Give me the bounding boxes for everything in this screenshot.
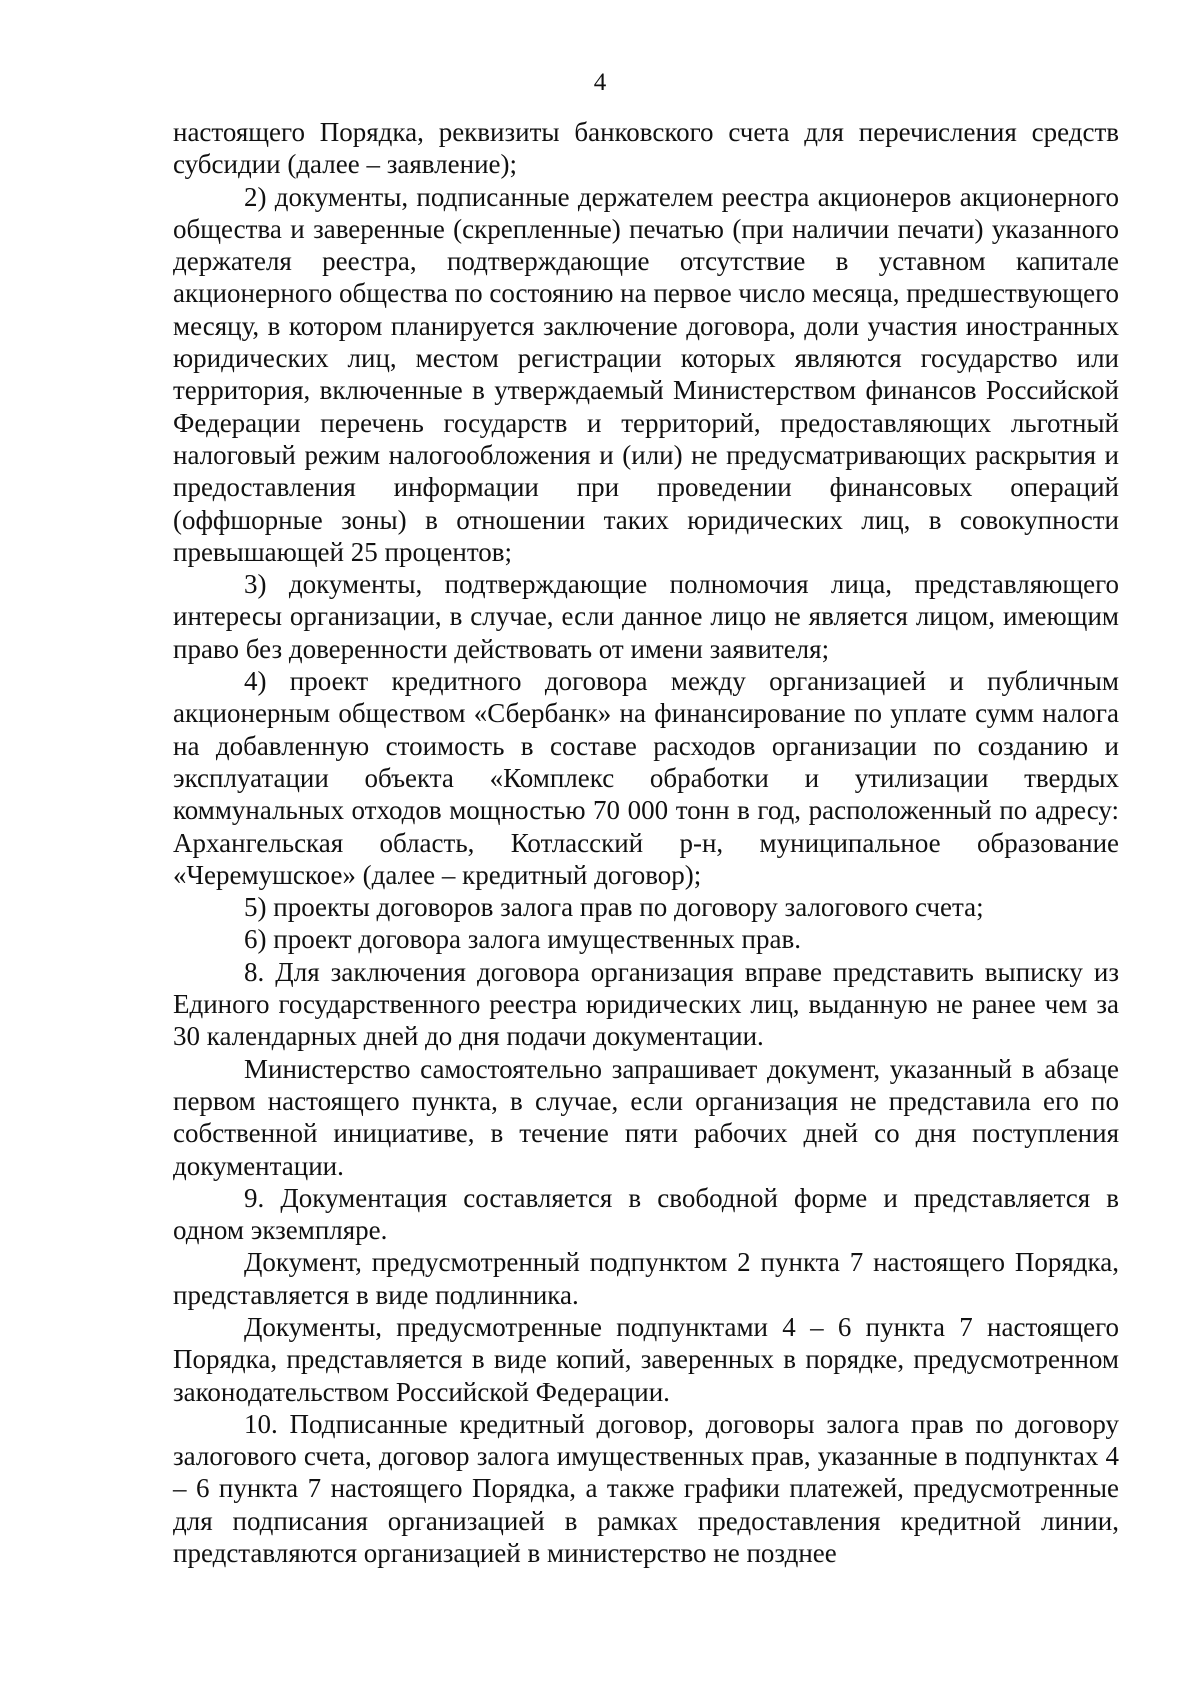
document-paragraph: 6) проект договора залога имущественных прав. [244,924,801,955]
document-paragraph: 5) проекты договоров залога прав по договору залогового счета; [244,892,984,923]
document-paragraph: настоящего Порядка, реквизиты банковского счета для перечисления средств субсидии (далее – заявление); [173,117,1119,180]
document-paragraph: 4) проект кредитного договора между организацией и публичным акционерным обществом «Сбербанк» на финансирование по уплате сумм налога на добавленную стоимость в составе расходов организации по созданию и эксплуатации объекта «Комплекс обработки и утилизации твердых коммунальных отходов мощностью 70 000 тонн в год, расположенный по адресу: Архангельская область, Котласский р-н, муниципальное образование «Черемушское» (далее – кредитный договор); [173,666,1119,890]
document-paragraph: 8. Для заключения договора организация вправе представить выписку из Единого государственного реестра юридических лиц, выданную не ранее чем за 30 календарных дней до дня подачи документации. [173,956,1119,1052]
document-paragraph: 2) документы, подписанные держателем реестра акционеров акционерного общества и заверенные (скрепленные) печатью (при наличии печати) указанного держателя реестра, подтверждающие отсутствие в уставном капитале акционерного общества по состоянию на первое число месяца, предшествующего месяцу, в котором планируется заключение договора, доли участия иностранных юридических лиц, местом регистрации которых являются государство или территория, включенные в утверждаемый Министерством финансов Российской Федерации перечень государств и территорий, предоставляющих льготный налоговый режим налогообложения и (или) не предусматривающих раскрытия и предоставления информации при проведении финансовых операций (оффшорные зоны) в отношении таких юридических лиц, в совокупности превышающей 25 процентов; [173,181,1119,567]
document-body [173,116,1119,1569]
document-paragraph: 10. Подписанные кредитный договор, договоры залога прав по договору залогового счета, договор залога имущественных прав, указанные в подпунктах 4 – 6 пункта 7 настоящего Порядка, а также графики платежей, предусмотренные для подписания организацией в рамках предоставления кредитной линии, представляются организацией в министерство не позднее [173,1408,1119,1569]
document-paragraph: Документы, предусмотренные подпунктами 4 – 6 пункта 7 настоящего Порядка, представляется в виде копий, заверенных в порядке, предусмотренном законодательством Российской Федерации. [173,1311,1119,1407]
page-number: 4 [593,69,607,96]
document-paragraph: Документ, предусмотренный подпунктом 2 пункта 7 настоящего Порядка, представляется в виде подлинника. [173,1247,1119,1310]
document-paragraph: Министерство самостоятельно запрашивает документ, указанный в абзаце первом настоящего пункта, в случае, если организация не представила его по собственной инициативе, в течение пяти рабочих дней со дня поступления документации. [173,1053,1119,1181]
document-paragraph: 3) документы, подтверждающие полномочия лица, представляющего интересы организации, в случае, если данное лицо не является лицом, имеющим право без доверенности действовать от имени заявителя; [173,569,1119,664]
document-paragraph: 9. Документация составляется в свободной форме и представляется в одном экземпляре. [173,1182,1119,1246]
